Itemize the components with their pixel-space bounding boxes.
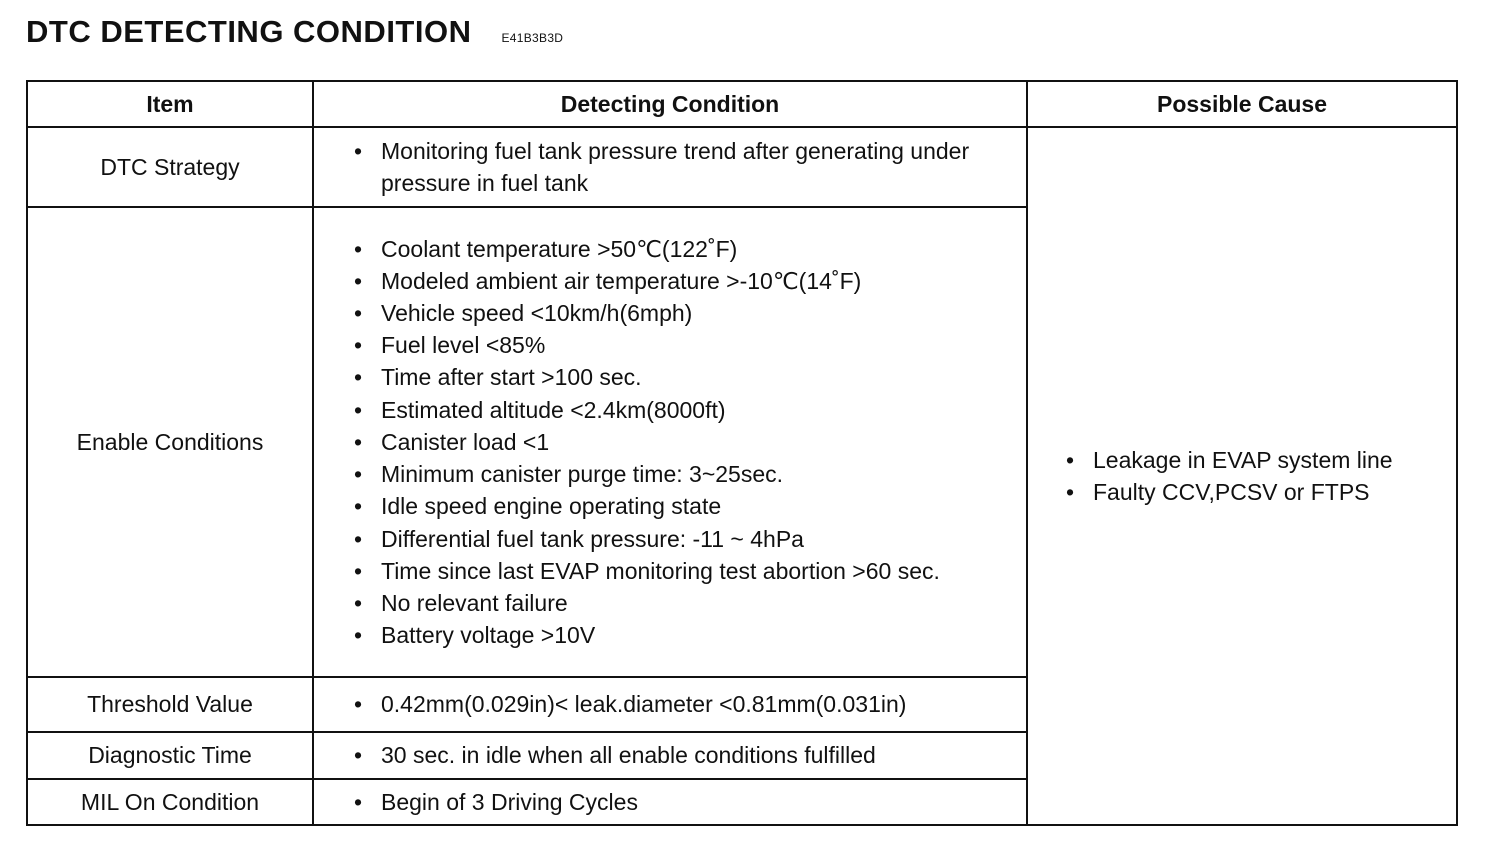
list-item: • No relevant failure — [354, 587, 1016, 619]
possible-cause-cell — [1027, 127, 1457, 825]
condition-list — [354, 688, 1016, 720]
condition-cell — [313, 127, 1027, 207]
list-item: • Minimum canister purge time: 3~25sec. — [354, 458, 1016, 490]
page-title: DTC DETECTING CONDITION — [26, 14, 472, 49]
list-item: • Modeled ambient air temperature >-10℃(14˚F) — [354, 265, 1016, 297]
list-item: • Estimated altitude <2.4km(8000ft) — [354, 394, 1016, 426]
list-item: • 30 sec. in idle when all enable conditions fulfilled — [354, 739, 1016, 771]
item-cell: MIL On Condition — [27, 779, 313, 825]
condition-cell — [313, 207, 1027, 677]
list-item: • Battery voltage >10V — [354, 619, 1016, 651]
condition-cell — [313, 779, 1027, 825]
document-code: E41B3B3D — [501, 31, 564, 45]
condition-list — [354, 739, 1016, 771]
list-item: • Time after start >100 sec. — [354, 361, 1016, 393]
list-item: • Faulty CCV,PCSV or FTPS — [1066, 476, 1448, 508]
list-item: • Idle speed engine operating state — [354, 490, 1016, 522]
column-header-possible-cause: Possible Cause — [1027, 81, 1457, 127]
condition-list — [354, 135, 1016, 199]
condition-list — [354, 233, 1016, 652]
list-item: • Canister load <1 — [354, 426, 1016, 458]
list-item: • Time since last EVAP monitoring test abortion >60 sec. — [354, 555, 1016, 587]
list-item: • Differential fuel tank pressure: -11 ~ 4hPa — [354, 523, 1016, 555]
cause-list — [1066, 444, 1448, 508]
dtc-condition-table — [26, 80, 1458, 826]
title-row — [26, 14, 563, 54]
list-item: • Vehicle speed <10km/h(6mph) — [354, 297, 1016, 329]
list-item: • Begin of 3 Driving Cycles — [354, 786, 1016, 818]
item-cell: Diagnostic Time — [27, 732, 313, 779]
list-item: • Leakage in EVAP system line — [1066, 444, 1448, 476]
item-cell: Threshold Value — [27, 677, 313, 732]
table-header-row — [27, 81, 1457, 127]
condition-list — [354, 786, 1016, 818]
condition-cell — [313, 677, 1027, 732]
list-item: • 0.42mm(0.029in)< leak.diameter <0.81mm(0.031in) — [354, 688, 1016, 720]
list-item: • Monitoring fuel tank pressure trend after generating under pressure in fuel tank — [354, 135, 1016, 199]
condition-cell — [313, 732, 1027, 779]
column-header-detecting-condition: Detecting Condition — [313, 81, 1027, 127]
table-row-dtc-strategy — [27, 127, 1457, 207]
item-cell: DTC Strategy — [27, 127, 313, 207]
list-item: • Fuel level <85% — [354, 329, 1016, 361]
column-header-item: Item — [27, 81, 313, 127]
item-cell: Enable Conditions — [27, 207, 313, 677]
list-item: • Coolant temperature >50℃(122˚F) — [354, 233, 1016, 265]
